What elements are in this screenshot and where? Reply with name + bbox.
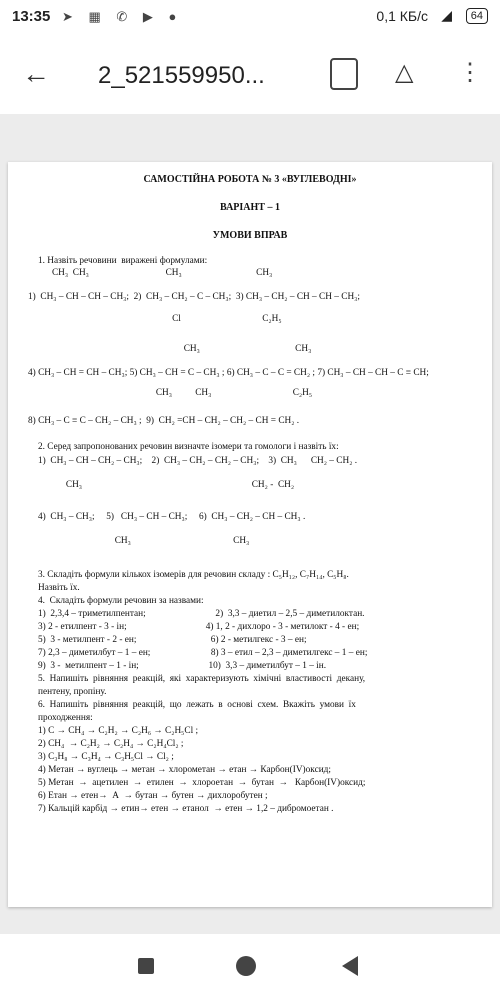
notification-icons: ➤ ▦ ✆ ▶ ● xyxy=(62,9,183,24)
doc-line: CH₃ CH₃ C₂H₅ xyxy=(28,388,313,398)
document-heading: САМОСТІЙНА РОБОТА № 3 «ВУГЛЕВОДНІ» xyxy=(143,174,357,185)
doc-line: 1) C → CH₄ → C₂H₂ → C₂H₆ → C₂H₅Cl ; xyxy=(38,726,199,736)
back-arrow-icon[interactable]: ← xyxy=(22,58,50,89)
system-nav-bar xyxy=(0,934,500,1000)
doc-line: 3. Складіть формули кількох ізомерів для речовин складу : C₅H₁₂, C₇H₁₄, C₅H₈. xyxy=(38,570,349,580)
status-time: 13:35 xyxy=(12,8,51,25)
doc-line: 5) 3 - метилпент - 2 - ен; 6) 2 - метилгекс - 3 – ен; xyxy=(38,635,307,645)
doc-line: CH₃ CH₂ - CH₂ xyxy=(38,480,295,490)
doc-line: 6) Етан → етен→ А → бутан → бутен → дихлоробутен ; xyxy=(38,791,268,801)
doc-line: 7) 2,3 – диметилбут – 1 – ен; 8) 3 – етил – 2,3 – диметилгекс – 1 – ен; xyxy=(38,648,368,658)
doc-line: 6. Напишіть рівняння реакцій, що лежать в основі схем. Вкажіть умови їх xyxy=(38,700,356,710)
doc-line: 4) CH₃ – CH = CH – CH₃; 5) CH₃ – CH = C – CH₃ ; 6) CH₃ – C – C = CH₂ ; 7) CH₃ – CH – CH – C ≡ CH; xyxy=(28,368,429,378)
more-options-icon[interactable]: ⋮ xyxy=(458,59,482,86)
back-triangle-icon[interactable] xyxy=(342,956,358,976)
doc-line: 5. Напишіть рівняння реакцій, які характеризують хімічні властивості декану, xyxy=(38,674,366,684)
doc-line: 2. Серед запропонованих речовин визначте ізомери та гомологи і назвіть їх: xyxy=(38,442,339,452)
doc-line: 3) 2 - етилпент - 3 - ін; 4) 1, 2 - дихлоро - 3 - метилокт - 4 - ен; xyxy=(38,622,360,632)
doc-line: 9) 3 - метилпент – 1 - ін; 10) 3,3 – диметилбут – 1 – ін. xyxy=(38,661,327,671)
doc-line: 1) CH₃ – CH – CH₂ – CH₃; 2) CH₃ – CH₂ – CH₂ – CH₃; 3) CH₃ CH₂ – CH₂ . xyxy=(38,456,358,466)
network-speed: 0,1 КБ/с xyxy=(376,8,428,24)
doc-line: 1. Назвіть речовини виражені формулами: xyxy=(38,256,208,266)
document-viewer[interactable] xyxy=(0,114,500,934)
doc-line: 4) CH₃ – CH₃; 5) CH₃ – CH – CH₃; 6) CH₃ – CH₂ – CH – CH₃ . xyxy=(38,512,306,522)
doc-line: 8) CH₃ – C ≡ C – CH₂ – CH₃ ; 9) CH₂ =CH – CH₂ – CH₂ – CH = CH₂ . xyxy=(28,416,300,426)
doc-line: Назвіть їх. xyxy=(38,583,80,593)
doc-line: 1) 2,3,4 – триметилпентан; 2) 3,3 – диетил – 2,5 – диметилоктан. xyxy=(38,609,365,619)
status-bar xyxy=(0,0,500,34)
doc-line: проходження: xyxy=(38,713,93,723)
document-variant: ВАРІАНТ – 1 xyxy=(220,202,280,213)
drive-add-icon[interactable]: △ xyxy=(395,59,414,86)
doc-line: 1) CH₃ – CH – CH – CH₃; 2) CH₃ – CH₂ – C – CH₃; 3) CH₃ – CH₂ – CH – CH – CH₃; xyxy=(28,292,360,302)
app-toolbar xyxy=(0,34,500,114)
doc-line: 5) Метан → ацетилен → етилен → хлороетан → бутан → Карбон(IV)оксид; xyxy=(38,778,366,788)
lens-search-icon[interactable] xyxy=(330,58,358,90)
doc-line: CH₃ CH₃ xyxy=(28,344,312,354)
doc-line: пентену, пропіну. xyxy=(38,687,107,697)
home-icon[interactable] xyxy=(236,956,256,976)
document-title: 2_521559950... xyxy=(98,62,265,89)
recent-apps-icon[interactable] xyxy=(138,958,154,974)
doc-line: CH₃ CH₃ xyxy=(38,536,250,546)
battery-icon: 64 xyxy=(466,8,488,24)
doc-line: 7) Кальцій карбід → етин→ етен → етанол → етен → 1,2 – дибромоетан . xyxy=(38,804,334,814)
doc-line: Cl C₂H₅ xyxy=(28,314,282,324)
doc-line: 4. Складіть формули речовин за назвами: xyxy=(38,596,204,606)
wifi-icon: ◢ xyxy=(441,7,452,23)
doc-line: CH₃ CH₃ CH₃ CH₃ xyxy=(38,268,273,278)
document-page xyxy=(8,162,492,907)
doc-line: 4) Метан → вуглець → метан → хлорометан → етан → Карбон(IV)оксид; xyxy=(38,765,331,775)
doc-line: 3) C₃H₈ → C₃H₄ → C₃H₅Cl → Cl₂ ; xyxy=(38,752,174,762)
document-conditions: УМОВИ ВПРАВ xyxy=(212,230,288,241)
doc-line: 2) CH₄ → C₂H₂ → C₂H₄ → C₂H₄Cl₂ ; xyxy=(38,739,184,749)
